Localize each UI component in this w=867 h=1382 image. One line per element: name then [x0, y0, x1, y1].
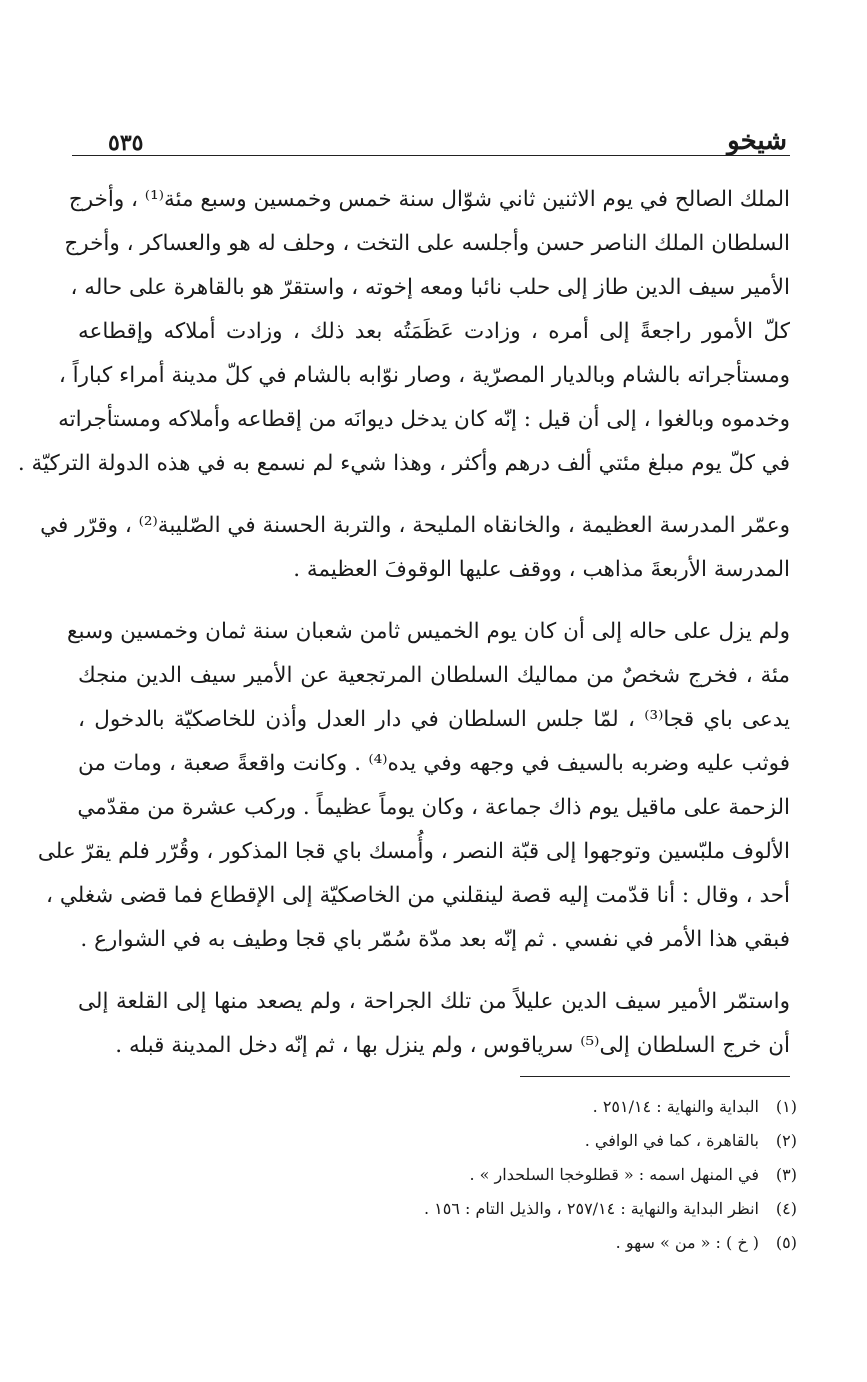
text-line: فوثب عليه وضربه بالسيف في وجهه وفي يده⁽⁴⁾ . وكانت واقعةً صعبة ، ومات من: [78, 751, 790, 776]
page-number: ٥٣٥: [108, 130, 144, 156]
footnote-text: انظر البداية والنهاية : ٢٥٧/١٤ ، والذيل التام : ١٥٦ .: [423, 1199, 759, 1218]
page-header: [70, 118, 797, 166]
footnote-text: في المنهل اسمه : « قطلوخجا السلحدار » .: [469, 1165, 759, 1184]
text-line: فبقي هذا الأمر في نفسي . ثم إنّه بعد مدّة سُمّر باي قجا وطيف به في الشوارع .: [80, 927, 790, 952]
main-text: [17, 178, 791, 1086]
text-line: ولم يزل على حاله إلى أن كان يوم الخميس ثامن شعبان سنة ثمان وخمسين وسبع: [67, 619, 790, 644]
text-line: السلطان الملك الناصر حسن وأجلسه على التخت ، وحلف له هو والعساكر ، وأخرج: [64, 231, 790, 256]
paragraph: [40, 504, 790, 592]
footnote-number: (٣): [775, 1165, 797, 1184]
text-line: الألوف ملبّسين وتوجهوا إلى قبّة النصر ، وأُمسك باي قجا المذكور ، وقُرّر فلم يقرّ على: [37, 839, 790, 864]
header-rule: [72, 155, 790, 156]
text-line: أحد ، وقال : أنا قدّمت إليه قصة لينقلني من الخاصكيّة إلى الإقطاع فما قضى شغلي ،: [46, 883, 790, 908]
footnote-text: ( خ ) : « من » سهو .: [615, 1233, 759, 1252]
text-line: وعمّر المدرسة العظيمة ، والخانقاه المليحة ، والتربة الحسنة في الصّليبة⁽²⁾ ، وقرّر في: [40, 513, 790, 538]
footnote: [237, 1158, 797, 1192]
paragraph: [78, 980, 790, 1068]
footnote: [237, 1090, 797, 1124]
text-line: في كلّ يوم مبلغ مئتي ألف درهم وأكثر ، وهذا شيء لم نسمع به في هذه الدولة التركيّة .: [17, 451, 790, 476]
footnote-number: (٤): [775, 1199, 797, 1218]
text-line: واستمّر الأمير سيف الدين عليلاً من تلك الجراحة ، ولم يصعد منها إلى القلعة إلى: [78, 989, 790, 1014]
text-line: الملك الصالح في يوم الاثنين ثاني شوّال سنة خمس وخمسين وسبع مئة⁽¹⁾ ، وأخرج: [68, 187, 790, 212]
text-line: الأمير سيف الدين طاز إلى حلب نائبا ومعه إخوته ، واستقرّ هو بالقاهرة على حاله ،: [70, 275, 790, 300]
footnote-text: البداية والنهاية : ٢٥١/١٤ .: [592, 1097, 759, 1116]
text-line: وخدموه وبالغوا ، إلى أن قيل : إنّه كان يدخل ديوانَه من إقطاعه وأملاكه ومستأجراته: [58, 407, 790, 432]
running-title: شيخو: [727, 126, 787, 156]
text-line: يدعى باي قجا⁽³⁾ ، لمّا جلس السلطان في دار العدل وأذن للخاصكيّة بالدخول ،: [78, 707, 791, 732]
footnote-text: بالقاهرة ، كما في الوافي .: [584, 1131, 759, 1150]
paragraph: [17, 178, 790, 486]
footnote: [237, 1192, 797, 1226]
footnotes: [237, 1090, 797, 1260]
footnote: [237, 1226, 797, 1260]
footnote-number: (٥): [775, 1233, 797, 1252]
footnote-number: (٢): [775, 1131, 797, 1150]
text-line: كلّ الأمور راجعةً إلى أمره ، وزادت عَظَمَتُه بعد ذلك ، وزادت أملاكه وإقطاعه: [78, 319, 790, 344]
paragraph: [37, 610, 791, 962]
footnote: [237, 1124, 797, 1158]
text-line: مئة ، فخرج شخصٌ من مماليك السلطان المرتجعية عن الأمير سيف الدين منجك: [78, 663, 790, 688]
text-line: ومستأجراته بالشام وبالديار المصرّية ، وصار نوّابه بالشام في كلّ مدينة أمراء كباراً ،: [58, 363, 790, 388]
footnote-rule: [520, 1076, 790, 1077]
footnote-number: (١): [775, 1097, 797, 1116]
text-line: المدرسة الأربعةَ مذاهب ، ووقف عليها الوقوفَ العظيمة .: [293, 557, 790, 582]
text-line: الزحمة على ماقيل يوم ذاك جماعة ، وكان يوماً عظيماً . وركب عشرة من مقدّمي: [77, 795, 790, 820]
text-line: أن خرج السلطان إلى⁽⁵⁾ سرياقوس ، ولم ينزل بها ، ثم إنّه دخل المدينة قبله .: [115, 1033, 790, 1058]
